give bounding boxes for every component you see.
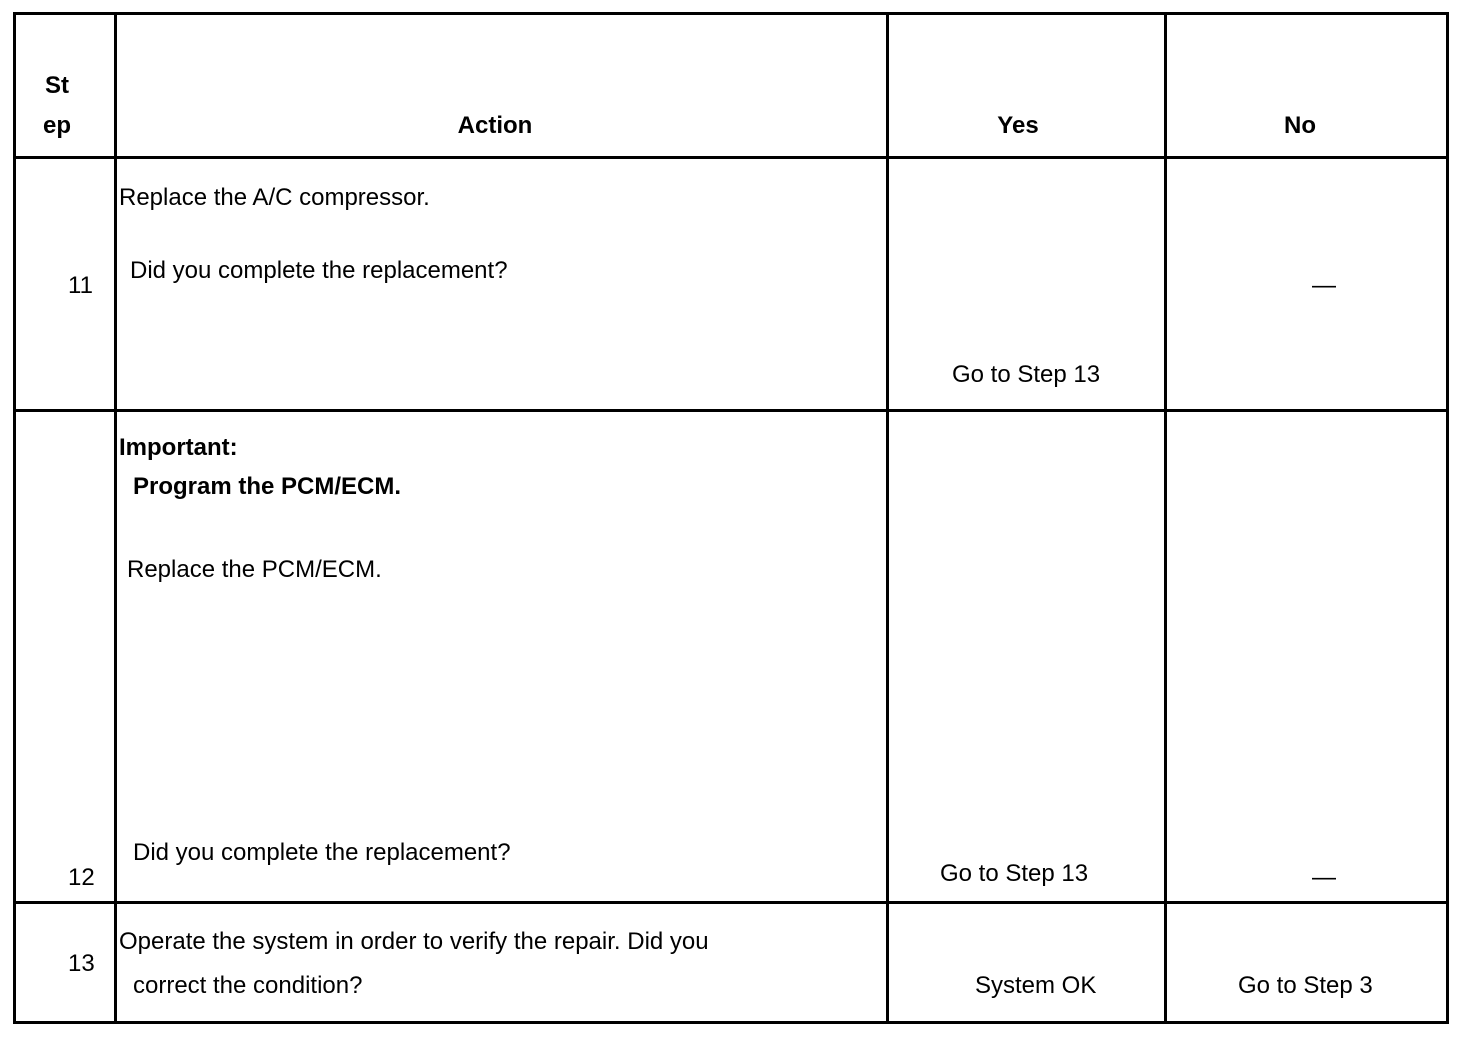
action-question: Did you complete the replacement? xyxy=(133,839,511,866)
action-text: Replace the PCM/ECM. xyxy=(127,556,382,583)
header-yes: Yes xyxy=(997,112,1039,139)
column-divider xyxy=(886,12,889,1024)
action-question: Did you complete the replacement? xyxy=(130,257,508,284)
action-text: Replace the A/C compressor. xyxy=(119,184,430,211)
no-result: Go to Step 3 xyxy=(1238,972,1373,999)
important-label: Important: xyxy=(119,434,238,461)
yes-result: Go to Step 13 xyxy=(940,860,1089,887)
header-no: No xyxy=(1284,112,1316,139)
row-divider xyxy=(13,409,1449,412)
step-number: 13 xyxy=(68,950,95,977)
header-step-line2: ep xyxy=(42,112,71,139)
column-divider xyxy=(114,12,117,1024)
step-number: 12 xyxy=(68,864,95,891)
column-divider xyxy=(1164,12,1167,1024)
header-step-line1: St xyxy=(45,72,69,99)
diagnostic-table xyxy=(13,12,1449,1024)
action-text: Operate the system in order to verify the repair. Did you xyxy=(119,928,709,955)
important-note: Program the PCM/ECM. xyxy=(133,473,402,500)
yes-result: System OK xyxy=(975,972,1097,999)
step-number: 11 xyxy=(68,272,93,299)
no-result: — xyxy=(1312,864,1336,891)
action-question: correct the condition? xyxy=(133,972,363,999)
header-action: Action xyxy=(457,112,533,139)
row-divider xyxy=(13,156,1449,159)
yes-result: Go to Step 13 xyxy=(952,361,1101,388)
row-divider xyxy=(13,901,1449,904)
no-result: — xyxy=(1312,272,1336,299)
